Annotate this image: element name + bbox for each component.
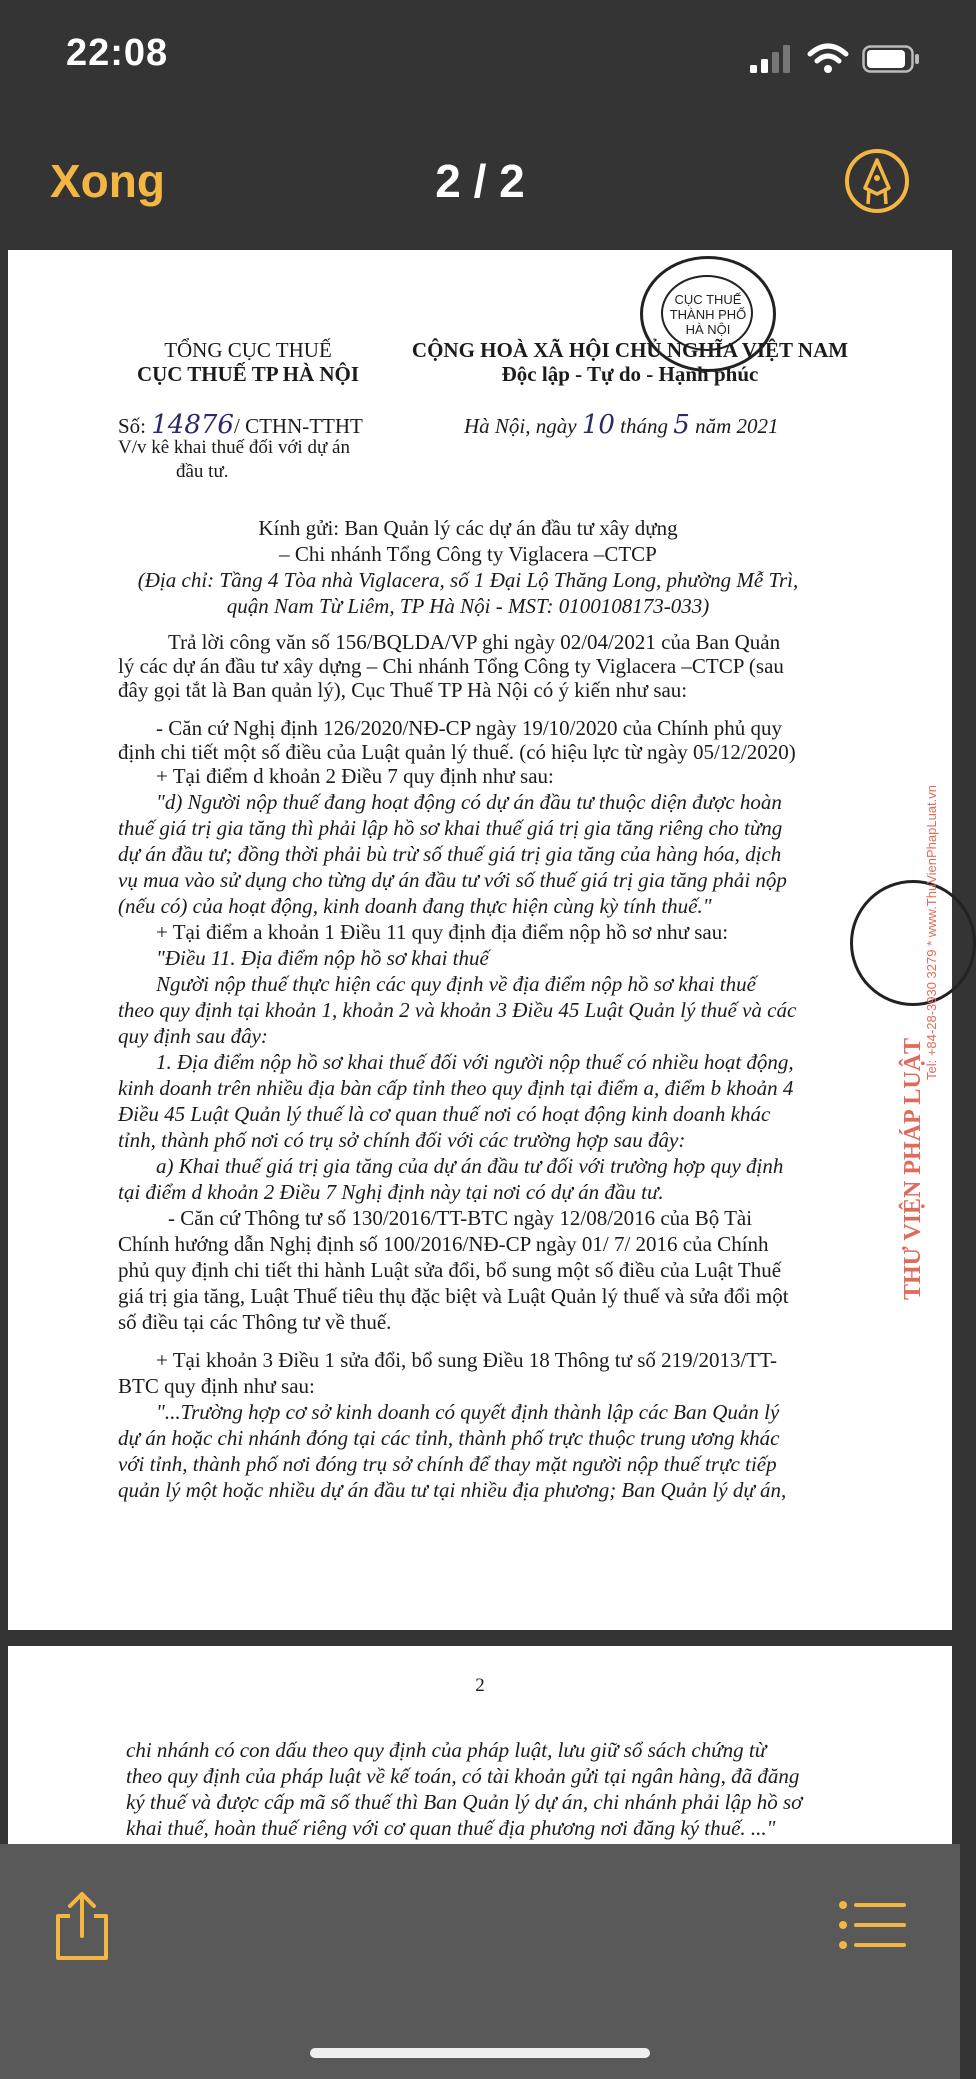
body-line: khai thuế, hoàn thuế riêng với cơ quan thuế địa phương nơi đăng ký thuế. ..." (126, 1816, 776, 1840)
body-line: Chính hướng dẫn Nghị định số 100/2016/NĐ-CP ngày 01/ 7/ 2016 của Chính (118, 1232, 769, 1256)
page-number: 2 (475, 1675, 485, 1696)
official-stamp-top (640, 256, 776, 372)
body-line: thuế giá trị gia tăng thì phải lập hồ sơ khai thuế giá trị gia tăng riêng cho từng (118, 816, 783, 840)
body-line: lý các dự án đầu tư xây dựng – Chi nhánh Tổng Công ty Viglacera –CTCP (sau (118, 654, 784, 678)
body-line: dự án hoặc chi nhánh đóng tại các tỉnh, thành phố trực thuộc trung ương khác (118, 1426, 780, 1450)
battery-icon (862, 45, 920, 73)
document-page-1[interactable] (8, 250, 952, 1630)
body-line: theo quy định của pháp luật về kế toán, có tài khoản gửi tại ngân hàng, đã đăng (126, 1764, 800, 1788)
subject-line-1: V/v kê khai thuế đối với dự án (118, 437, 350, 458)
recipient-line-3: (Địa chỉ: Tầng 4 Tòa nhà Viglacera, số 1 Đại Lộ Thăng Long, phường Mễ Trì, (137, 568, 799, 592)
document-page-2[interactable] (8, 1646, 952, 1844)
body-line: 1. Địa điểm nộp hồ sơ khai thuế đối với người nộp thuế có nhiều hoạt động, (156, 1050, 794, 1074)
home-indicator (310, 2048, 650, 2058)
watermark-vertical (900, 780, 944, 1630)
page-indicator: 2 / 2 (435, 155, 525, 207)
markup-pen-icon[interactable] (844, 148, 910, 214)
wifi-icon (808, 44, 848, 74)
org-line-1: TỔNG CỤC THUẾ (164, 338, 332, 362)
body-line: Điều 45 Luật Quản lý thuế là cơ quan thuế nơi có hoạt động kinh doanh khác (118, 1102, 771, 1126)
body-line: giá trị gia tăng, Luật Thuế tiêu thụ đặc biệt và Luật Quản lý thuế và sửa đổi một (118, 1284, 789, 1308)
body-line: theo quy định tại khoản 1, khoản 2 và khoản 3 Điều 45 Luật Quản lý thuế và các (118, 998, 797, 1022)
body-line: kinh doanh trên nhiều địa bàn cấp tỉnh theo quy định tại điểm a, điểm b khoản 4 (118, 1076, 794, 1100)
subject-line-2: đầu tư. (176, 461, 229, 482)
body-line: đây gọi tắt là Ban quản lý), Cục Thuế TP Hà Nội có ý kiến như sau: (118, 678, 688, 702)
body-line: + Tại điểm a khoản 1 Điều 11 quy định địa điểm nộp hồ sơ như sau: (156, 920, 729, 944)
cellular-signal-icon (750, 45, 794, 73)
body-line: "...Trường hợp cơ sở kinh doanh có quyết định thành lập các Ban Quản lý (156, 1400, 780, 1424)
body-line: + Tại điểm d khoản 2 Điều 7 quy định như sau: (156, 764, 554, 788)
recipient-line-2: – Chi nhánh Tổng Công ty Viglacera –CTCP (279, 542, 657, 566)
body-line: a) Khai thuế giá trị gia tăng của dự án đầu tư đối với trường hợp quy định (156, 1154, 784, 1178)
body-line: Trả lời công văn số 156/BQLDA/VP ghi ngày 02/04/2021 của Ban Quản (168, 630, 781, 654)
body-line: chi nhánh có con dấu theo quy định của pháp luật, lưu giữ sổ sách chứng từ (126, 1738, 767, 1762)
body-line: vụ mua vào sử dụng cho từng dự án đầu tư với số thuế giá trị gia tăng phải nộp (118, 868, 787, 892)
body-line: với tỉnh, thành phố nơi đóng trụ sở chính để thay mặt người nộp thuế trực tiếp (118, 1452, 777, 1476)
nation-title: CỘNG HOÀ XÃ HỘI CHỦ NGHĨA VIỆT NAM (411, 338, 849, 362)
body-line: BTC quy định như sau: (118, 1374, 315, 1398)
body-line: số điều tại các Thông tư về thuế. (118, 1310, 392, 1334)
body-line: định chi tiết một số điều của Luật quản lý thuế. (có hiệu lực từ ngày 05/12/2020) (118, 740, 796, 764)
watermark-site-text: Tel: +84-28-3930 3279 * www.ThuVienPhapLuat.vn (924, 785, 939, 1080)
list-icon[interactable] (838, 1900, 908, 1950)
body-line: Người nộp thuế thực hiện các quy định về địa điểm nộp hồ sơ khai thuế (156, 972, 756, 996)
body-line: - Căn cứ Thông tư số 130/2016/TT-BTC ngày 12/08/2016 của Bộ Tài (168, 1206, 753, 1230)
body-line: quản lý một hoặc nhiều dự án đầu tư tại nhiều địa phương; Ban Quản lý dự án, (118, 1478, 787, 1502)
watermark-text: THƯ VIỆN PHÁP LUẬT (900, 1037, 926, 1300)
body-line: quy định sau đây: (118, 1024, 268, 1048)
recipient-line-1: Kính gửi: Ban Quản lý các dự án đầu tư xây dựng (258, 516, 678, 540)
doc-number: Số: 14876/ CTHN-TTHT (118, 410, 363, 440)
status-time: 22:08 (66, 32, 169, 74)
body-line: + Tại khoản 3 Điều 1 sửa đổi, bổ sung Điều 18 Thông tư số 219/2013/TT- (156, 1348, 778, 1372)
body-line: (nếu có) của hoạt động, kinh doanh đang thực hiện cùng kỳ tính thuế." (118, 894, 712, 918)
stamp-text: CỤC THUẾ THÀNH PHỐ HÀ NỘI (669, 292, 747, 337)
bottom-toolbar (0, 1844, 960, 2079)
recipient-line-4: quận Nam Từ Liêm, TP Hà Nội - MST: 0100108173-033) (226, 594, 710, 618)
body-line: ký thuế và được cấp mã số thuế thì Ban Quản lý dự án, chi nhánh phải lập hồ sơ (126, 1790, 803, 1814)
body-line: - Căn cứ Nghị định 126/2020/NĐ-CP ngày 19/10/2020 của Chính phủ quy (156, 716, 782, 740)
status-icons (750, 44, 920, 74)
org-line-2: CỤC THUẾ TP HÀ NỘI (136, 362, 360, 386)
motto: Độc lập - Tự do - Hạnh phúc (501, 362, 759, 386)
body-line: phủ quy định chi tiết thi hành Luật sửa đổi, bổ sung một số điều của Luật Thuế (118, 1258, 782, 1282)
body-line: tỉnh, thành phố nơi có trụ sở chính đối với các trường hợp sau đây: (118, 1128, 686, 1152)
doc-date: Hà Nội, ngày 10 tháng 5 năm 2021 (464, 410, 779, 440)
body-line: dự án đầu tư; đồng thời phải bù trừ số thuế giá trị gia tăng của hàng hóa, dịch (118, 842, 782, 866)
viewer-nav-bar (0, 118, 960, 250)
body-line: "d) Người nộp thuế đang hoạt động có dự án đầu tư thuộc diện được hoàn (156, 790, 782, 814)
body-line: "Điều 11. Địa điểm nộp hồ sơ khai thuế (156, 946, 489, 970)
status-bar (0, 0, 960, 118)
share-icon[interactable] (52, 1890, 112, 1962)
done-button[interactable]: Xong (50, 155, 165, 207)
body-line: tại điểm d khoản 2 Điều 7 Nghị định này tại nơi có dự án đầu tư. (118, 1180, 664, 1204)
